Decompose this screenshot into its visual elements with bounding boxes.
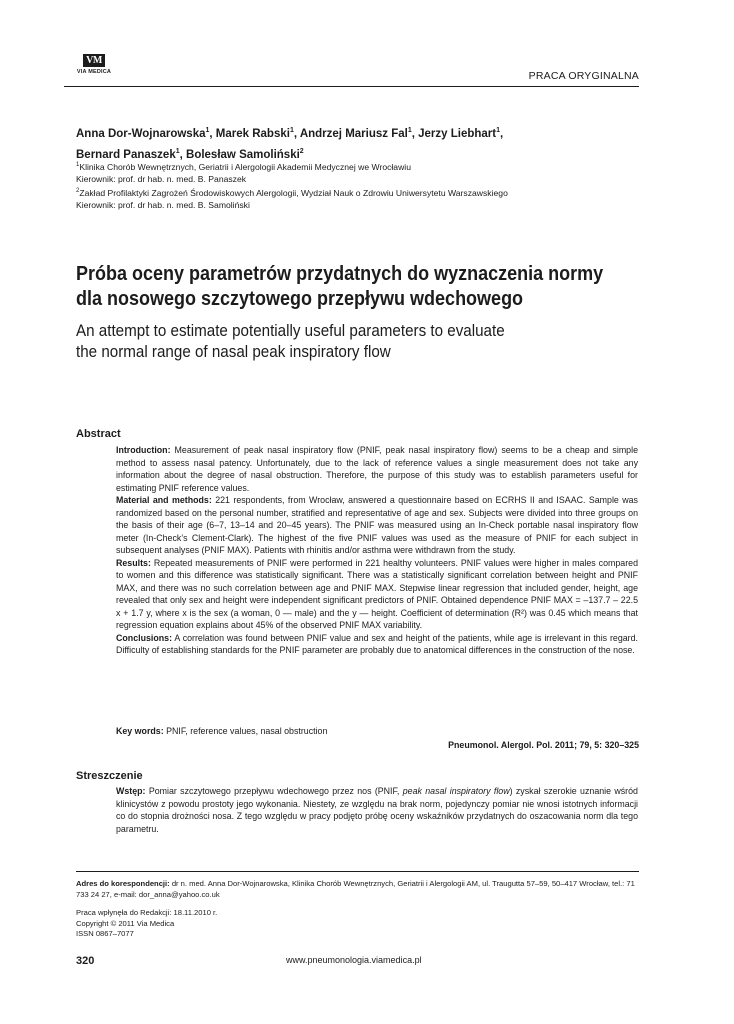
streszczenie-heading: Streszczenie (76, 770, 143, 782)
affiliation-2-head: Kierownik: prof. dr hab. n. med. B. Samoliński (76, 199, 250, 210)
header-divider (64, 86, 639, 87)
correspondence-address: Adres do korespondencji: dr n. med. Anna Dor-Wojnarowska, Klinika Chorób Wewnętrznych, Geriatrii i Alergologii AM, ul. Traugutta 57–59, 50–417 Wrocław, tel.: 71 733 24 27, e-mail: dor_anna@yahoo.co.uk (76, 879, 635, 899)
author: Anna Dor-Wojnarowska$^1$, (76, 127, 216, 140)
author: Bernard Panaszek$^1$, (76, 147, 187, 161)
issn: ISSN 0867–7077 (76, 929, 134, 938)
publication-info (76, 908, 376, 940)
author: Bolesław Samoliński$^2$ (186, 147, 304, 161)
copyright: Copyright © 2011 Via Medica (76, 918, 175, 928)
title-english: An attempt to estimate potentially useful parameters to evaluate the normal range of nasal peak inspiratory flow (76, 322, 505, 361)
abstract-conclusions: Conclusions: A correlation was found between PNIF value and sex and height of the patients, while age is irrelevant in this regard. Difficulty of establishing standards for the PNIF parameter are probably due to anatomical differences in the construction of the nose. (116, 632, 638, 655)
footer-divider (76, 871, 639, 872)
abstract-body (116, 444, 638, 657)
journal-website: www.pneumonologia.viamedica.pl (286, 955, 422, 965)
abstract-methods: Material and methods: 221 respondents, from Wrocław, answered a questionnaire based on ECRHS II and ISAAC. Sample was randomized based on the personal number, stratified and representative of age and sex. Subjects were divided into three groups on the basis of their age (6–7, 13–14 and 20–45 years). The PNIF was measured using an In-Check portable nasal inspiratory flow meter (In-Check’s Clement-Clark). The highest of the five PNIF values was used as the measure of PNIF for each subject in subsequent analyses (PNIF MAX). Patients with rhinitis and/or asthma were withdrawn from the study. (116, 495, 638, 555)
received-date: Praca wpłynęła do Redakcji: 18.11.2010 r. (76, 908, 218, 917)
author: Marek Rabski$^1$, (215, 127, 300, 140)
affiliations (76, 159, 646, 211)
logo-text: VIA MEDICA (76, 69, 112, 75)
abstract-introduction: Introduction: Measurement of peak nasal inspiratory flow (PNIF, peak nasal inspiratory flow) seems to be a cheap and simple method to assess nasal patency. Unfortunately, due to the lack of reference values a single measurement does not take any information about the degree of nasal obstruction. Therefore, the purpose of this study was to establish parameters useful for estimating PNIF reference values. (116, 445, 638, 493)
abstract-heading: Abstract (76, 428, 121, 440)
publisher-logo (64, 50, 124, 75)
abstract-results: Results: Repeated measurements of PNIF were performed in 221 healthy volunteers. PNIF values were higher in males compared to women and this difference was statistically significant. There was a statistically significant correlation between height and PNIF MAX, and there was no such correlation between age and PNIF MAX. Stepwise linear regression that included gender, height, age revealed that only sex and height were independent significant predictors of PNIF. Obtained dependence PNIF MAX = –137.7 – 22.5 x + 1.7 y, where x is the sex (a woman, 0 — male) and the y — height. Coefficient of determination (R²) was 0.45 which means that regression equation explains about 45% of the observed PNIF MAX variability. (116, 557, 638, 630)
affiliation-1: $^1$Klinika Chorób Wewnętrznych, Geriatrii i Alergologii Akademii Medycznej we Wrocławiu (76, 161, 411, 172)
affiliation-1-head: Kierownik: prof. dr hab. n. med. B. Panaszek (76, 173, 247, 184)
keywords: Key words: PNIF, reference values, nasal obstruction (116, 726, 328, 736)
title-polish: Próba oceny parametrów przydatnych do wyznaczenia normy dla nosowego szczytowego przepływu wdechowego (76, 263, 604, 310)
streszczenie-body: Wstęp: Pomiar szczytowego przepływu wdechowego przez nos (PNIF, peak nasal inspiratory flow) zyskał szerokie uznanie wśród klinicystów z powodu prostoty jego wykonania. Niestety, ze względu na brak norm, pojedynczy pomiar nie wnosi istotnych informacji co do stopnia drożności nosa. Z tego względu w pracy podjęto próbę oceny wskaźników przydatnych do oszacowania norm dla tego parametru. (116, 786, 638, 834)
page-number: 320 (76, 955, 95, 967)
section-label: PRACA ORYGINALNA (528, 70, 639, 82)
logo-mark: VM (83, 54, 105, 67)
affiliation-2: $^2$Zakład Profilaktyki Zagrożeń Środowiskowych Alergologii, Wydział Nauk o Zdrowiu Uniwersytetu Warszawskiego (76, 187, 508, 198)
author: Andrzej Mariusz Fal$^1$, (299, 127, 419, 140)
author-list (76, 122, 636, 164)
author: Jerzy Liebhart$^1$, (418, 127, 504, 140)
citation: Pneumonol. Alergol. Pol. 2011; 79, 5: 320–325 (448, 740, 639, 750)
